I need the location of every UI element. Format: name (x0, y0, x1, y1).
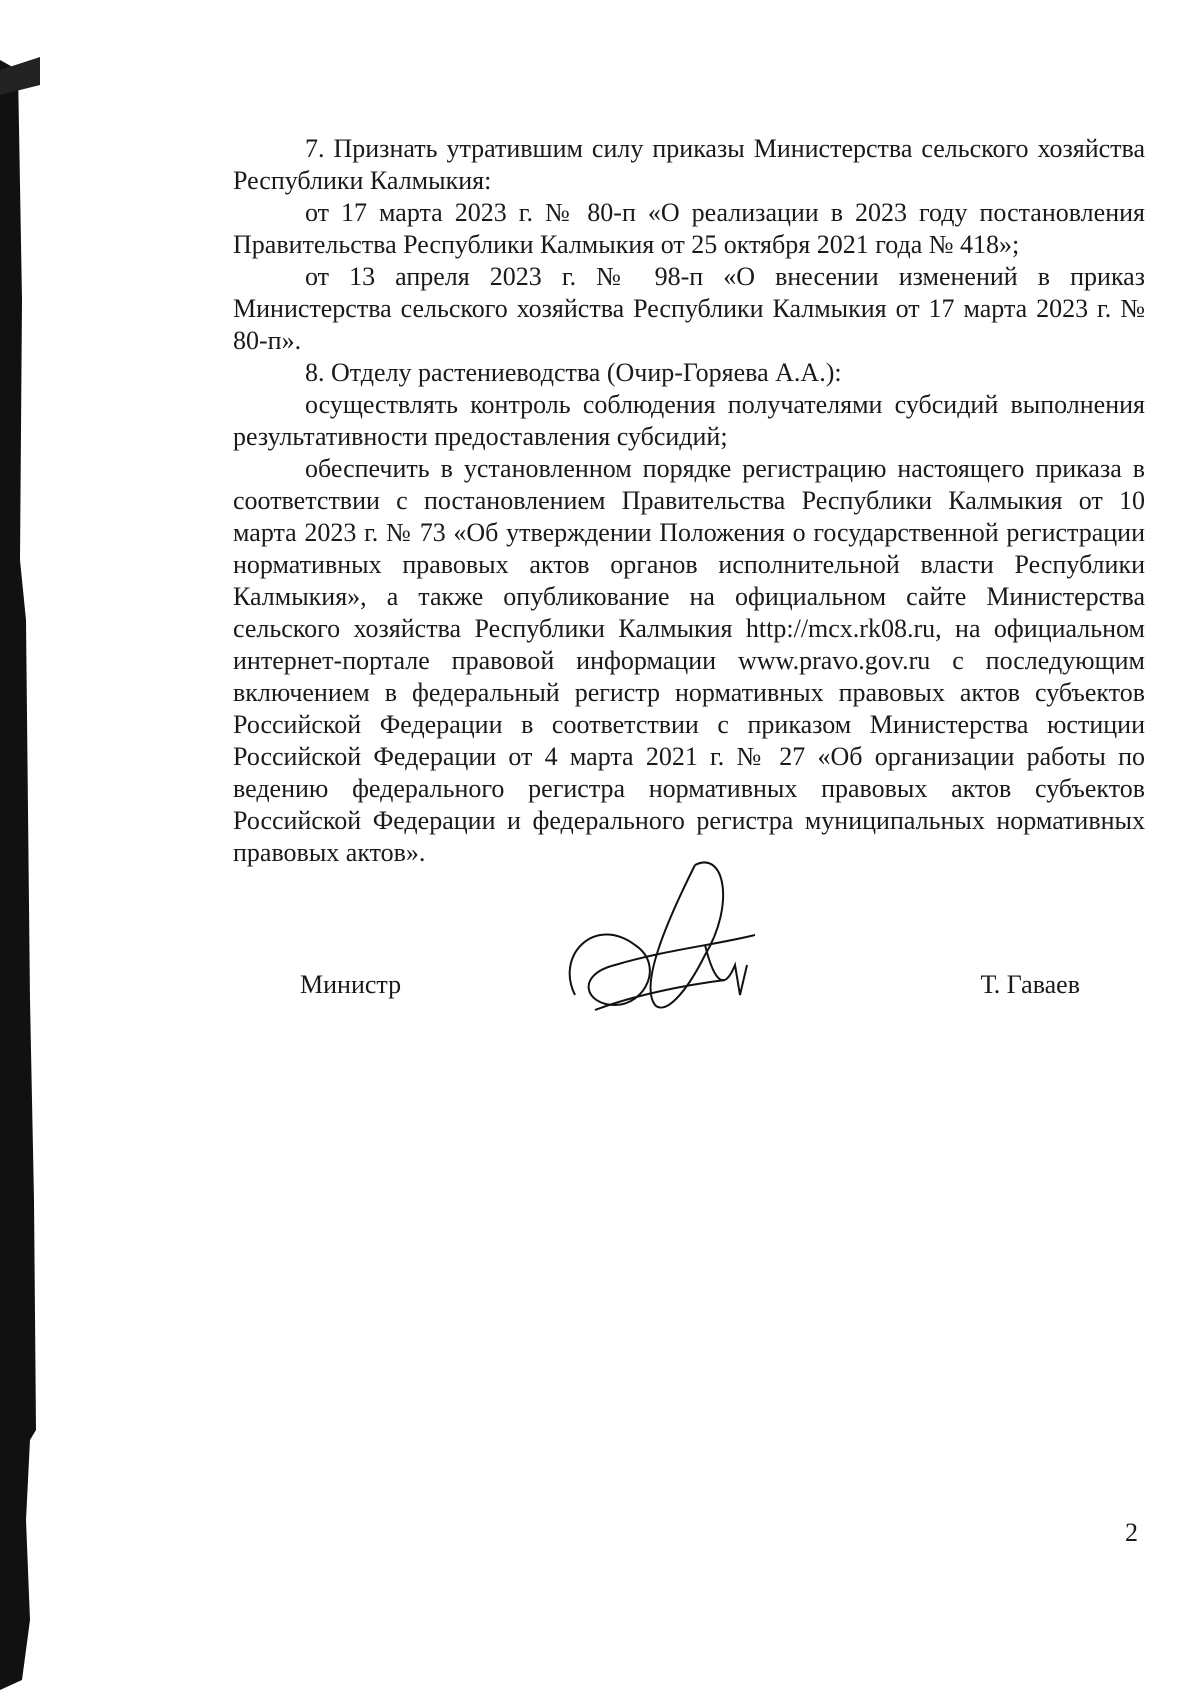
signature-block (300, 970, 1080, 1010)
signatory-title: Министр (300, 970, 402, 999)
page-number: 2 (1125, 1518, 1138, 1547)
paragraph-order-80: от 17 марта 2023 г. № 80-п «О реализации в 2023 году постановления Правительства Республики Калмыкия от 25 октября 2021 года № 418»; (233, 198, 1145, 259)
paragraph-order-98: от 13 апреля 2023 г. № 98-п «О внесении изменений в приказ Министерства сельского хозяйства Республики Калмыкия от 17 марта 2023 г. № 80-п». (233, 262, 1145, 355)
signatory-name: Т. Гаваев (980, 970, 1080, 999)
paragraph-item-7: 7. Признать утратившим силу приказы Министерства сельского хозяйства Республики Калмыкия: (233, 134, 1145, 195)
paragraph-item-8: 8. Отделу растениеводства (Очир-Горяева А.А.): (305, 358, 842, 387)
paragraph-control: осуществлять контроль соблюдения получателями субсидий выполнения результативности предоставления субсидий; (233, 390, 1145, 451)
document-body (233, 133, 1145, 869)
scan-edge-shadow (0, 0, 40, 1696)
paragraph-registration: обеспечить в установленном порядке регистрацию настоящего приказа в соответствии с постановлением Правительства Республики Калмыкия от 10 марта 2023 г. № 73 «Об утверждении Положения о государственной регистрации нормативных правовых актов органов исполнительной власти Республики Калмыкия», а также опубликование на официальном сайте Министерства сельского хозяйства Республики Калмыкия http://mcx.rk08.ru, на официальном интернет-портале правовой информации www.pravo.gov.ru с последующим включением в федеральный регистр нормативных правовых актов субъектов Российской Федерации в соответствии с приказом Министерства юстиции Российской Федерации от 4 марта 2021 г. № 27 «Об организации работы по ведению федерального регистра нормативных правовых актов субъектов Российской Федерации и федерального регистра муниципальных нормативных правовых актов». (233, 454, 1145, 867)
